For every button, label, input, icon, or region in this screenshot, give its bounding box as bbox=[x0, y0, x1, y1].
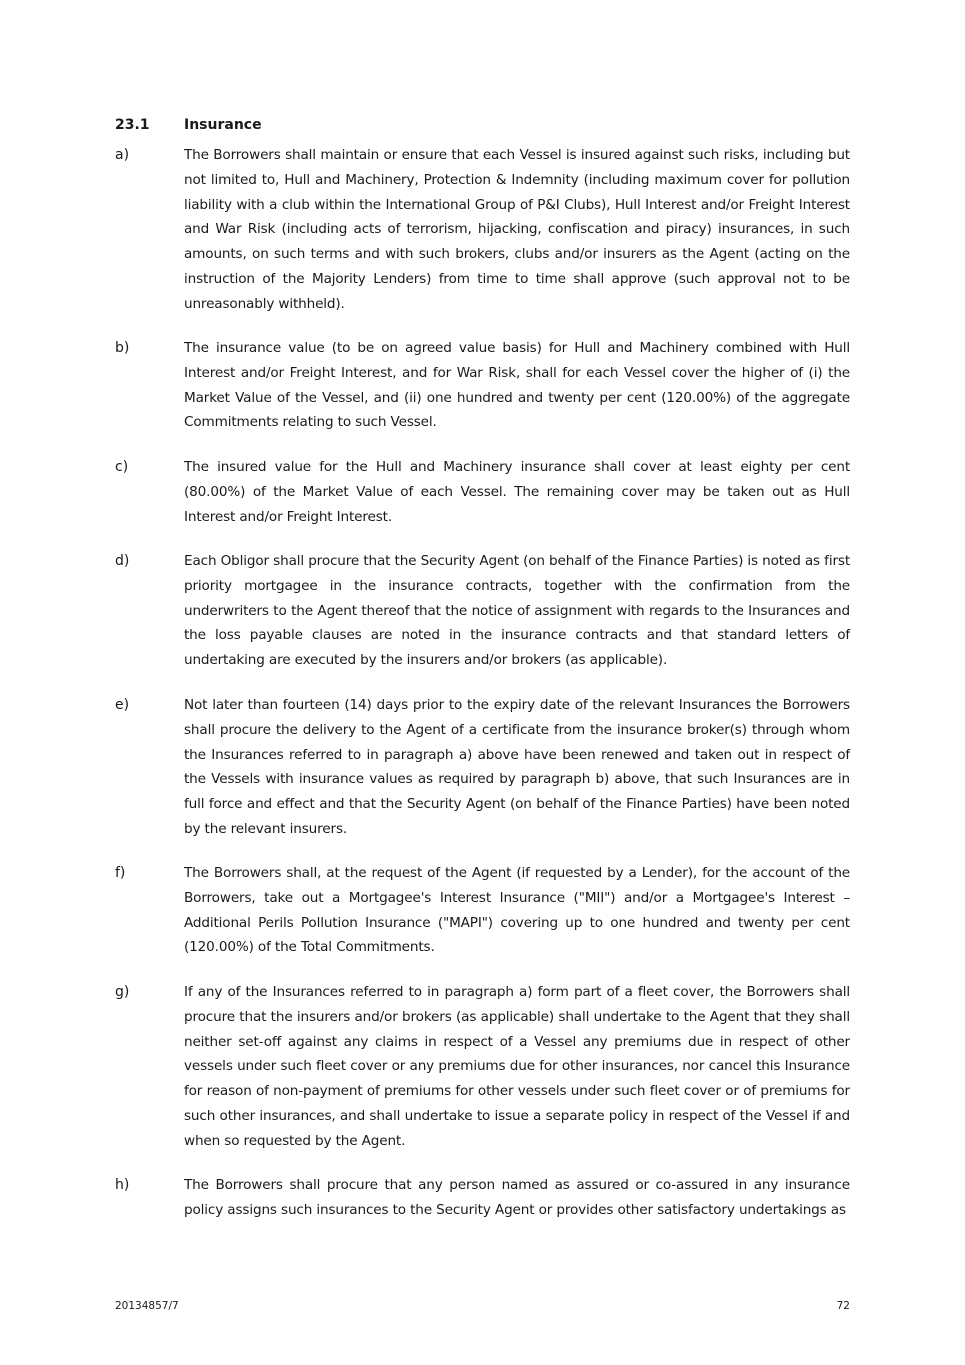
clause-label: g) bbox=[115, 984, 130, 1000]
clause-text: Not later than fourteen (14) days prior to the expiry date of the relevant Insurances the Borrowers shall procure the delivery to the Agent of a certificate from the insurance broker(s) through whom the Insurances referred to in paragraph a) above have been renewed and taken out in respect of the Vessels with insurance values as required by paragraph b) above, that such Insurances are in full force and effect and that the Security Agent (on behalf of the Finance Parties) have been noted by the relevant insurers. bbox=[184, 697, 850, 837]
section-number: 23.1 bbox=[115, 117, 150, 133]
clause-text: The insured value for the Hull and Machinery insurance shall cover at least eighty per cent (80.00%) of the Market Value of each Vessel. The remaining cover may be taken out as Hull Interest and/or Freight Interest. bbox=[184, 459, 850, 525]
clause-b bbox=[115, 336, 851, 435]
clause-text: The insurance value (to be on agreed value basis) for Hull and Machinery combined with Hull Interest and/or Freight Interest, and for War Risk, shall for each Vessel cover the higher of (i) the Market Value of the Vessel, and (ii) one hundred and twenty per cent (120.00%) of the aggregate Commitments relating to such Vessel. bbox=[184, 340, 850, 431]
clause-c bbox=[115, 455, 851, 529]
clause-label: d) bbox=[115, 553, 130, 569]
clause-label: h) bbox=[115, 1177, 130, 1193]
clause-g bbox=[115, 980, 851, 1154]
clause-text: The Borrowers shall maintain or ensure that each Vessel is insured against such risks, including but not limited to, Hull and Machinery, Protection & Indemnity (including maximum cover for pollution liability with a club within the International Group of P&I Clubs), Hull Interest and/or Freight Interest and War Risk (including acts of terrorism, hijacking, confiscation and piracy) insurances, in such amounts, on such terms and with such brokers, clubs and/or insurers as the Agent (acting on the instruction of the Majority Lenders) from time to time shall approve (such approval not to be unreasonably withheld). bbox=[184, 147, 850, 312]
clause-label: c) bbox=[115, 459, 129, 475]
clause-f bbox=[115, 861, 851, 960]
section-heading bbox=[115, 114, 855, 136]
document-reference: 20134857/7 bbox=[115, 1300, 179, 1312]
page-number: 72 bbox=[836, 1300, 850, 1312]
clause-h bbox=[115, 1173, 851, 1223]
clause-label: a) bbox=[115, 147, 130, 163]
clause-label: b) bbox=[115, 340, 130, 356]
clause-label: e) bbox=[115, 697, 130, 713]
clause-a bbox=[115, 143, 851, 317]
clause-d bbox=[115, 549, 851, 673]
clause-e bbox=[115, 693, 851, 842]
clause-text: If any of the Insurances referred to in paragraph a) form part of a fleet cover, the Borrowers shall procure that the insurers and/or brokers (as applicable) shall undertake to the Agent that they shall neither set-off against any claims in respect of a Vessel any premiums due in respect of other vessels under such fleet cover or any premiums due for other insurances, nor cancel this Insurance for reason of non-payment of premiums for other vessels under such fleet cover or of premiums for such other insurances, and shall undertake to issue a separate policy in respect of the Vessel if and when so requested by the Agent. bbox=[184, 984, 850, 1149]
section-title: Insurance bbox=[184, 117, 262, 133]
clause-text: The Borrowers shall procure that any person named as assured or co-assured in any insurance policy assigns such insurances to the Security Agent or provides other satisfactory undertakings as bbox=[184, 1177, 850, 1218]
clause-text: Each Obligor shall procure that the Security Agent (on behalf of the Finance Parties) is noted as first priority mortgagee in the insurance contracts, together with the confirmation from the underwriters to the Agent thereof that the notice of assignment with regards to the Insurances and the loss payable clauses are noted in the insurance contracts and that standard letters of undertaking are executed by the insurers and/or brokers (as applicable). bbox=[184, 553, 850, 669]
clause-label: f) bbox=[115, 865, 126, 881]
clause-text: The Borrowers shall, at the request of the Agent (if requested by a Lender), for the account of the Borrowers, take out a Mortgagee's Interest Insurance ("MII") and/or a Mortgagee's Interest – Additional Perils Pollution Insurance ("MAPI") covering up to one hundred and twenty per cent (120.00%) of the Total Commitments. bbox=[184, 865, 850, 956]
